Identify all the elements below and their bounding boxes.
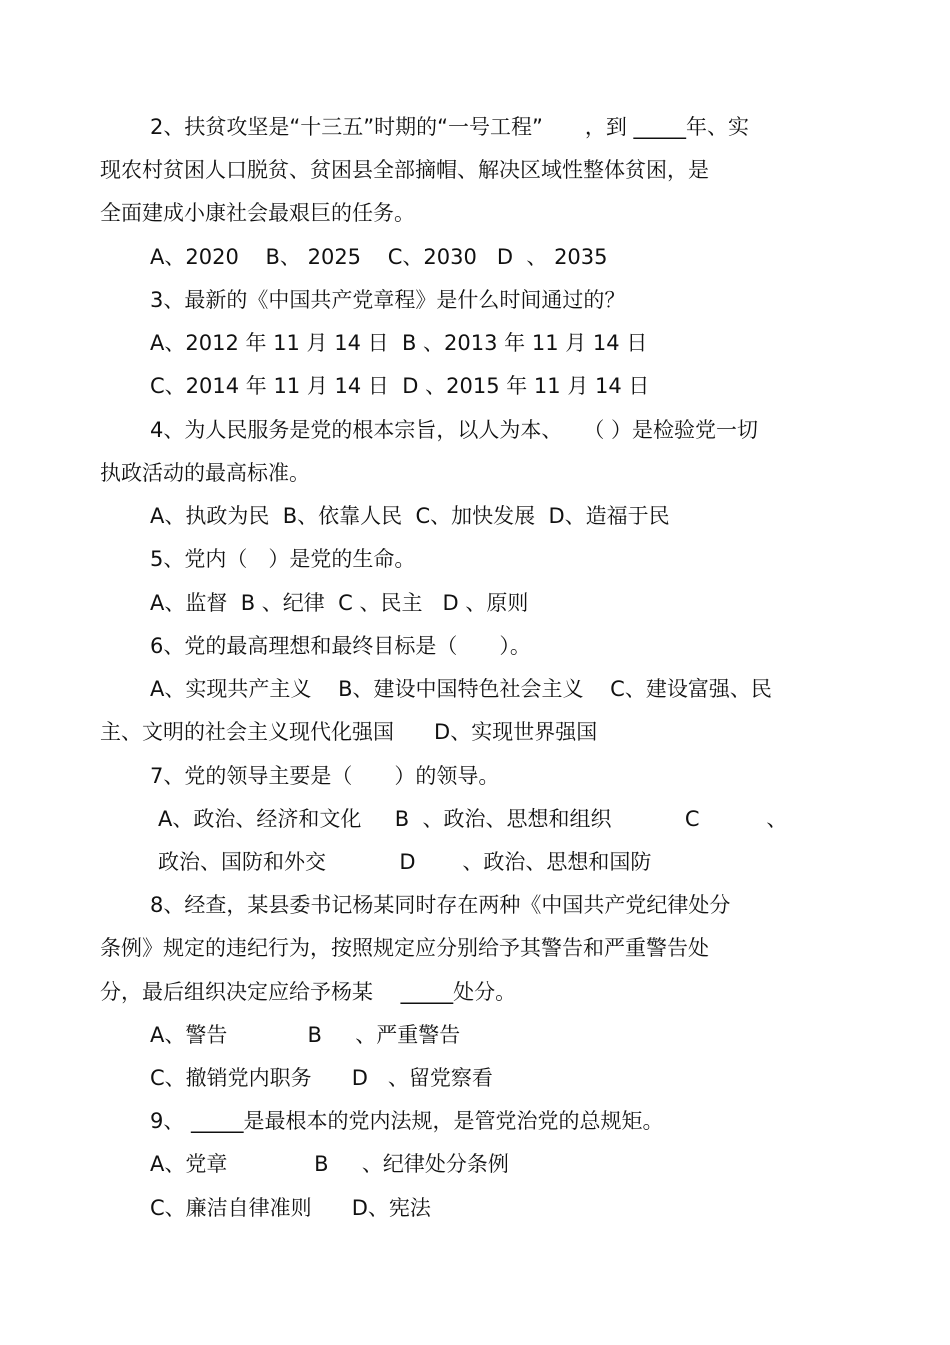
q2-options: A、2020 B、 2025 C、2030 D 、 2035 bbox=[150, 245, 608, 269]
q8-stem-line-3: 分，最后组织决定应给予杨某 _____处分。 bbox=[100, 980, 517, 1004]
q9-stem: 9、 _____是最根本的党内法规，是管党治党的总规矩。 bbox=[150, 1109, 664, 1133]
q9-options-ab: A、党章 B 、纪律处分条例 bbox=[150, 1152, 509, 1176]
q6-stem: 6、党的最高理想和最终目标是（ ）。 bbox=[150, 634, 531, 658]
q6-options-line-1: A、实现共产主义 B、建设中国特色社会主义 C、建设富强、民 bbox=[150, 677, 772, 701]
q8-options-cd: C、撤销党内职务 D 、留党察看 bbox=[150, 1066, 493, 1090]
q8-stem-line-2: 条例》规定的违纪行为，按照规定应分别给予其警告和严重警告处 bbox=[100, 936, 709, 960]
q2-stem-line-3: 全面建成小康社会最艰巨的任务。 bbox=[100, 201, 415, 225]
q3-stem: 3、最新的《中国共产党章程》是什么时间通过的？ bbox=[150, 288, 626, 312]
q7-options-line-1: A、政治、经济和文化 B 、政治、思想和组织 C 、 bbox=[158, 807, 788, 831]
q4-stem-line-2: 执政活动的最高标准。 bbox=[100, 461, 310, 485]
q2-stem-line-1: 2、扶贫攻坚是“十三五”时期的“一号工程” ，到 _____年、实 bbox=[150, 115, 750, 139]
q2-stem-line-2: 现农村贫困人口脱贫、贫困县全部摘帽、解决区域性整体贫困，是 bbox=[100, 158, 709, 182]
q5-stem: 5、党内（ ）是党的生命。 bbox=[150, 547, 416, 571]
q3-options-ab: A、2012 年 11 月 14 日 B 、2013 年 11 月 14 日 bbox=[150, 331, 648, 355]
q5-options: A、监督 B 、纪律 C 、民主 D 、原则 bbox=[150, 591, 529, 615]
q7-options-line-2: 政治、国防和外交 D 、政治、思想和国防 bbox=[158, 850, 652, 874]
q4-options: A、执政为民 B、依靠人民 C、加快发展 D、造福于民 bbox=[150, 504, 670, 528]
q8-stem-line-1: 8、经查，某县委书记杨某同时存在两种《中国共产党纪律处分 bbox=[150, 893, 731, 917]
q4-stem-line-1: 4、为人民服务是党的根本宗旨，以人为本、 （ ）是检验党一切 bbox=[150, 418, 759, 442]
q7-stem: 7、党的领导主要是（ ）的领导。 bbox=[150, 764, 500, 788]
q6-options-line-2: 主、文明的社会主义现代化强国 D、实现世界强国 bbox=[100, 720, 598, 744]
q3-options-cd: C、2014 年 11 月 14 日 D 、2015 年 11 月 14 日 bbox=[150, 374, 650, 398]
q8-options-ab: A、警告 B 、严重警告 bbox=[150, 1023, 461, 1047]
q9-options-cd: C、廉洁自律准则 D、宪法 bbox=[150, 1196, 431, 1220]
